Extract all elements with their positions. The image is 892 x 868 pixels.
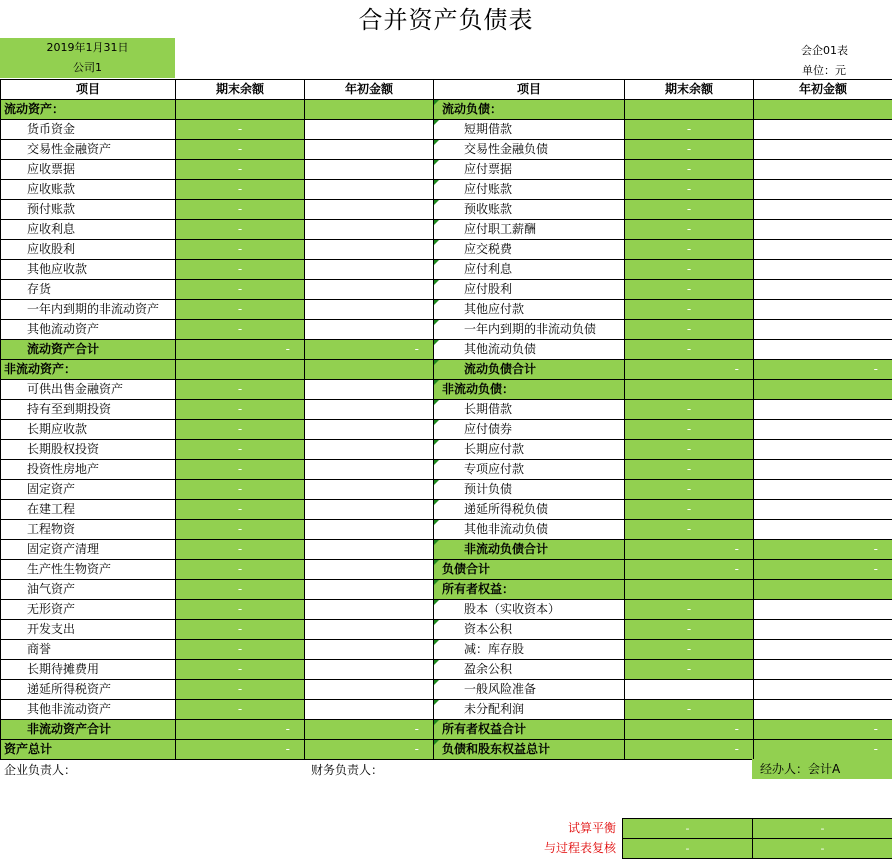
right-item-label[interactable]: 一般风险准备 xyxy=(434,680,625,700)
left-begin-balance-cell[interactable]: - xyxy=(305,340,434,360)
left-begin-balance-cell[interactable] xyxy=(305,260,434,280)
right-end-balance-cell[interactable] xyxy=(625,100,754,120)
left-item-label[interactable]: 可供出售金融资产 xyxy=(1,380,176,400)
right-end-balance-cell[interactable]: - xyxy=(625,520,754,540)
left-begin-balance-cell[interactable] xyxy=(305,700,434,720)
right-item-label[interactable]: 股本（实收资本） xyxy=(434,600,625,620)
right-item-label[interactable]: 所有者权益： xyxy=(434,580,625,600)
right-end-balance-cell[interactable]: - xyxy=(625,540,754,560)
right-begin-balance-cell[interactable] xyxy=(754,380,892,400)
right-item-label[interactable]: 负债和股东权益总计 xyxy=(434,740,625,760)
right-end-balance-cell[interactable]: - xyxy=(625,640,754,660)
right-end-balance-cell[interactable]: - xyxy=(625,560,754,580)
table-row xyxy=(1,540,892,560)
right-begin-balance-cell[interactable] xyxy=(754,340,892,360)
left-end-balance-cell[interactable]: - xyxy=(176,200,305,220)
header-end-balance-left: 期末余额 xyxy=(176,80,305,100)
right-end-balance-cell[interactable] xyxy=(625,580,754,600)
right-end-balance-cell[interactable]: - xyxy=(625,140,754,160)
right-begin-balance-cell[interactable] xyxy=(754,680,892,700)
left-begin-balance-cell[interactable] xyxy=(305,600,434,620)
left-begin-balance-cell[interactable] xyxy=(305,640,434,660)
table-row xyxy=(1,340,892,360)
table-row xyxy=(1,560,892,580)
left-begin-balance-cell[interactable] xyxy=(305,300,434,320)
right-end-balance-cell[interactable]: - xyxy=(625,220,754,240)
right-begin-balance-cell[interactable] xyxy=(754,180,892,200)
form-code: 会企01表 xyxy=(801,44,848,57)
balance-sheet-table xyxy=(0,79,892,760)
left-end-balance-cell[interactable]: - xyxy=(176,160,305,180)
right-item-label[interactable]: 应付利息 xyxy=(434,260,625,280)
left-item-label[interactable]: 生产性生物资产 xyxy=(1,560,176,580)
company-name: 公司1 xyxy=(73,61,102,74)
table-row xyxy=(1,420,892,440)
left-begin-balance-cell[interactable] xyxy=(305,240,434,260)
left-begin-balance-cell[interactable]: - xyxy=(305,720,434,740)
right-begin-balance-cell[interactable] xyxy=(754,100,892,120)
left-item-label[interactable]: 应收账款 xyxy=(1,180,176,200)
right-end-balance-cell[interactable]: - xyxy=(625,360,754,380)
right-item-label[interactable]: 应付职工薪酬 xyxy=(434,220,625,240)
table-row xyxy=(1,260,892,280)
table-row xyxy=(1,660,892,680)
table-row xyxy=(1,520,892,540)
left-begin-balance-cell[interactable] xyxy=(305,420,434,440)
right-end-balance-cell[interactable]: - xyxy=(625,740,754,760)
right-begin-balance-cell[interactable]: - xyxy=(754,560,892,580)
right-end-balance-cell[interactable]: - xyxy=(625,420,754,440)
right-begin-balance-cell[interactable] xyxy=(754,460,892,480)
left-end-balance-cell[interactable]: - xyxy=(176,440,305,460)
currency-unit: 单位：元 xyxy=(802,64,846,77)
left-item-label[interactable]: 资产总计 xyxy=(1,740,176,760)
left-begin-balance-cell[interactable] xyxy=(305,200,434,220)
left-end-balance-cell[interactable]: - xyxy=(176,320,305,340)
left-begin-balance-cell[interactable]: - xyxy=(305,740,434,760)
table-row xyxy=(1,120,892,140)
table-row xyxy=(1,700,892,720)
table-row xyxy=(1,280,892,300)
left-begin-balance-cell[interactable] xyxy=(305,400,434,420)
left-begin-balance-cell[interactable] xyxy=(305,280,434,300)
left-begin-balance-cell[interactable] xyxy=(305,380,434,400)
left-item-label[interactable]: 固定资产 xyxy=(1,480,176,500)
trial-balance-end-cell[interactable]: - xyxy=(623,819,753,839)
right-end-balance-cell[interactable]: - xyxy=(625,600,754,620)
table-row xyxy=(1,740,892,760)
right-item-label[interactable]: 减：库存股 xyxy=(434,640,625,660)
left-end-balance-cell[interactable]: - xyxy=(176,540,305,560)
left-item-label[interactable]: 非流动资产合计 xyxy=(1,720,176,740)
table-row xyxy=(1,640,892,660)
right-end-balance-cell[interactable]: - xyxy=(625,340,754,360)
right-begin-balance-cell[interactable] xyxy=(754,260,892,280)
left-item-label[interactable]: 商誉 xyxy=(1,640,176,660)
left-item-label[interactable]: 长期股权投资 xyxy=(1,440,176,460)
process-review-begin-cell[interactable]: - xyxy=(753,839,892,859)
right-end-balance-cell[interactable]: - xyxy=(625,180,754,200)
left-item-label[interactable]: 在建工程 xyxy=(1,500,176,520)
left-begin-balance-cell[interactable] xyxy=(305,100,434,120)
right-item-label[interactable]: 非流动负债： xyxy=(434,380,625,400)
header-item-left: 项目 xyxy=(1,80,176,100)
left-end-balance-cell[interactable]: - xyxy=(176,460,305,480)
left-end-balance-cell[interactable]: - xyxy=(176,700,305,720)
right-item-label[interactable]: 预计负债 xyxy=(434,480,625,500)
table-row xyxy=(1,460,892,480)
right-end-balance-cell[interactable]: - xyxy=(625,620,754,640)
right-begin-balance-cell[interactable]: - xyxy=(754,720,892,740)
right-item-label[interactable]: 流动负债： xyxy=(434,100,625,120)
left-item-label[interactable]: 交易性金融资产 xyxy=(1,140,176,160)
left-item-label[interactable]: 持有至到期投资 xyxy=(1,400,176,420)
table-row xyxy=(1,500,892,520)
left-end-balance-cell[interactable]: - xyxy=(176,240,305,260)
table-row xyxy=(1,220,892,240)
right-item-label[interactable]: 一年内到期的非流动负债 xyxy=(434,320,625,340)
left-item-label[interactable]: 油气资产 xyxy=(1,580,176,600)
left-begin-balance-cell[interactable] xyxy=(305,220,434,240)
left-begin-balance-cell[interactable] xyxy=(305,180,434,200)
left-end-balance-cell[interactable]: - xyxy=(176,620,305,640)
left-end-balance-cell[interactable]: - xyxy=(176,400,305,420)
right-item-label[interactable]: 交易性金融负债 xyxy=(434,140,625,160)
right-end-balance-cell[interactable]: - xyxy=(625,400,754,420)
left-item-label[interactable]: 投资性房地产 xyxy=(1,460,176,480)
left-item-label[interactable]: 货币资金 xyxy=(1,120,176,140)
right-end-balance-cell[interactable] xyxy=(625,380,754,400)
left-end-balance-cell[interactable]: - xyxy=(176,640,305,660)
table-row xyxy=(1,160,892,180)
right-begin-balance-cell[interactable]: - xyxy=(754,540,892,560)
left-end-balance-cell[interactable]: - xyxy=(176,260,305,280)
left-item-label[interactable]: 一年内到期的非流动资产 xyxy=(1,300,176,320)
left-end-balance-cell[interactable]: - xyxy=(176,340,305,360)
left-item-label[interactable]: 流动资产： xyxy=(1,100,176,120)
left-end-balance-cell[interactable]: - xyxy=(176,220,305,240)
right-item-label[interactable]: 流动负债合计 xyxy=(434,360,625,380)
right-begin-balance-cell[interactable] xyxy=(754,500,892,520)
table-row xyxy=(1,680,892,700)
left-begin-balance-cell[interactable] xyxy=(305,620,434,640)
right-item-label[interactable]: 长期借款 xyxy=(434,400,625,420)
left-begin-balance-cell[interactable] xyxy=(305,540,434,560)
left-item-label[interactable]: 长期应收款 xyxy=(1,420,176,440)
table-row xyxy=(1,580,892,600)
left-item-label[interactable]: 工程物资 xyxy=(1,520,176,540)
table-row xyxy=(1,320,892,340)
trial-balance-row xyxy=(623,819,892,839)
left-item-label[interactable]: 应收股利 xyxy=(1,240,176,260)
right-end-balance-cell[interactable]: - xyxy=(625,320,754,340)
header-begin-balance-right: 年初金额 xyxy=(754,80,892,100)
left-end-balance-cell[interactable]: - xyxy=(176,740,305,760)
left-item-label[interactable]: 长期待摊费用 xyxy=(1,660,176,680)
right-item-label[interactable]: 递延所得税负债 xyxy=(434,500,625,520)
enterprise-head-label: 企业负责人： xyxy=(4,763,77,777)
left-item-label[interactable]: 存货 xyxy=(1,280,176,300)
left-end-balance-cell[interactable]: - xyxy=(176,660,305,680)
left-begin-balance-cell[interactable] xyxy=(305,320,434,340)
table-row xyxy=(1,200,892,220)
left-end-balance-cell[interactable]: - xyxy=(176,420,305,440)
left-item-label[interactable]: 应收票据 xyxy=(1,160,176,180)
right-item-label[interactable]: 长期应付款 xyxy=(434,440,625,460)
left-end-balance-cell[interactable]: - xyxy=(176,380,305,400)
left-item-label[interactable]: 应收利息 xyxy=(1,220,176,240)
left-begin-balance-cell[interactable] xyxy=(305,160,434,180)
right-begin-balance-cell[interactable] xyxy=(754,600,892,620)
right-begin-balance-cell[interactable] xyxy=(754,140,892,160)
table-row xyxy=(1,480,892,500)
left-end-balance-cell[interactable]: - xyxy=(176,140,305,160)
left-begin-balance-cell[interactable] xyxy=(305,660,434,680)
right-item-label[interactable]: 盈余公积 xyxy=(434,660,625,680)
right-item-label[interactable]: 未分配利润 xyxy=(434,700,625,720)
left-end-balance-cell[interactable]: - xyxy=(176,600,305,620)
report-title: 合并资产负债表 xyxy=(358,6,534,34)
right-end-balance-cell[interactable]: - xyxy=(625,720,754,740)
report-date: 2019年1月31日 xyxy=(46,41,129,54)
right-end-balance-cell[interactable] xyxy=(625,680,754,700)
table-row xyxy=(1,440,892,460)
left-begin-balance-cell[interactable] xyxy=(305,680,434,700)
right-begin-balance-cell[interactable] xyxy=(754,400,892,420)
right-item-label[interactable]: 资本公积 xyxy=(434,620,625,640)
right-item-label[interactable]: 专项应付款 xyxy=(434,460,625,480)
left-item-label[interactable]: 其他非流动资产 xyxy=(1,700,176,720)
left-end-balance-cell[interactable]: - xyxy=(176,280,305,300)
left-end-balance-cell[interactable]: - xyxy=(176,580,305,600)
right-begin-balance-cell[interactable]: - xyxy=(754,740,892,760)
table-row xyxy=(1,720,892,740)
left-end-balance-cell[interactable]: - xyxy=(176,680,305,700)
left-begin-balance-cell[interactable] xyxy=(305,480,434,500)
right-item-label[interactable]: 应付账款 xyxy=(434,180,625,200)
header-end-balance-right: 期末余额 xyxy=(625,80,754,100)
left-end-balance-cell[interactable]: - xyxy=(176,300,305,320)
right-end-balance-cell[interactable]: - xyxy=(625,700,754,720)
table-row xyxy=(1,180,892,200)
right-item-label[interactable]: 其他流动负债 xyxy=(434,340,625,360)
finance-head-label: 财务负责人： xyxy=(311,763,384,777)
right-begin-balance-cell[interactable] xyxy=(754,120,892,140)
right-item-label[interactable]: 所有者权益合计 xyxy=(434,720,625,740)
left-begin-balance-cell[interactable] xyxy=(305,580,434,600)
right-begin-balance-cell[interactable]: - xyxy=(754,360,892,380)
right-begin-balance-cell[interactable] xyxy=(754,320,892,340)
left-end-balance-cell[interactable] xyxy=(176,100,305,120)
right-begin-balance-cell[interactable] xyxy=(754,620,892,640)
left-begin-balance-cell[interactable] xyxy=(305,120,434,140)
right-end-balance-cell[interactable]: - xyxy=(625,660,754,680)
left-begin-balance-cell[interactable] xyxy=(305,520,434,540)
right-end-balance-cell[interactable]: - xyxy=(625,440,754,460)
right-item-label[interactable]: 应付票据 xyxy=(434,160,625,180)
table-row xyxy=(1,360,892,380)
right-begin-balance-cell[interactable] xyxy=(754,440,892,460)
left-item-label[interactable]: 其他应收款 xyxy=(1,260,176,280)
header-item-right: 项目 xyxy=(434,80,625,100)
table-row xyxy=(1,380,892,400)
right-item-label[interactable]: 其他应付款 xyxy=(434,300,625,320)
right-item-label[interactable]: 非流动负债合计 xyxy=(434,540,625,560)
right-begin-balance-cell[interactable] xyxy=(754,520,892,540)
right-end-balance-cell[interactable]: - xyxy=(625,120,754,140)
right-begin-balance-cell[interactable] xyxy=(754,200,892,220)
header-begin-balance-left: 年初金额 xyxy=(305,80,434,100)
process-review-end-cell[interactable]: - xyxy=(623,839,753,859)
left-item-label[interactable]: 其他流动资产 xyxy=(1,320,176,340)
table-row xyxy=(1,300,892,320)
handler-cell[interactable]: 经办人：会计A xyxy=(752,759,892,779)
right-begin-balance-cell[interactable] xyxy=(754,660,892,680)
right-item-label[interactable]: 短期借款 xyxy=(434,120,625,140)
right-begin-balance-cell[interactable] xyxy=(754,280,892,300)
right-begin-balance-cell[interactable] xyxy=(754,480,892,500)
right-end-balance-cell[interactable]: - xyxy=(625,200,754,220)
table-row xyxy=(1,100,892,120)
left-end-balance-cell[interactable]: - xyxy=(176,720,305,740)
table-header-row xyxy=(1,80,892,100)
right-begin-balance-cell[interactable] xyxy=(754,640,892,660)
right-begin-balance-cell[interactable] xyxy=(754,160,892,180)
report-info-cell[interactable] xyxy=(0,38,175,78)
right-item-label[interactable]: 其他非流动负债 xyxy=(434,520,625,540)
left-end-balance-cell[interactable]: - xyxy=(176,500,305,520)
right-end-balance-cell[interactable]: - xyxy=(625,500,754,520)
right-begin-balance-cell[interactable] xyxy=(754,240,892,260)
left-end-balance-cell[interactable]: - xyxy=(176,560,305,580)
right-begin-balance-cell[interactable] xyxy=(754,300,892,320)
left-end-balance-cell[interactable]: - xyxy=(176,520,305,540)
left-begin-balance-cell[interactable] xyxy=(305,360,434,380)
table-row xyxy=(1,600,892,620)
right-item-label[interactable]: 预收账款 xyxy=(434,200,625,220)
table-row xyxy=(1,620,892,640)
right-item-label[interactable]: 负债合计 xyxy=(434,560,625,580)
trial-balance-label: 试算平衡 xyxy=(567,821,616,835)
left-item-label[interactable]: 预付账款 xyxy=(1,200,176,220)
right-end-balance-cell[interactable]: - xyxy=(625,280,754,300)
process-review-row xyxy=(623,839,892,859)
table-row xyxy=(1,140,892,160)
right-begin-balance-cell[interactable] xyxy=(754,700,892,720)
left-end-balance-cell[interactable]: - xyxy=(176,480,305,500)
left-item-label[interactable]: 非流动资产： xyxy=(1,360,176,380)
right-item-label[interactable]: 应付股利 xyxy=(434,280,625,300)
process-review-label: 与过程表复核 xyxy=(543,841,616,855)
left-end-balance-cell[interactable] xyxy=(176,360,305,380)
left-begin-balance-cell[interactable] xyxy=(305,440,434,460)
right-end-balance-cell[interactable]: - xyxy=(625,300,754,320)
right-end-balance-cell[interactable]: - xyxy=(625,260,754,280)
left-item-label[interactable]: 固定资产清理 xyxy=(1,540,176,560)
left-item-label[interactable]: 开发支出 xyxy=(1,620,176,640)
right-end-balance-cell[interactable]: - xyxy=(625,240,754,260)
right-item-label[interactable]: 应付债券 xyxy=(434,420,625,440)
right-item-label[interactable]: 应交税费 xyxy=(434,240,625,260)
right-begin-balance-cell[interactable] xyxy=(754,580,892,600)
left-begin-balance-cell[interactable] xyxy=(305,560,434,580)
right-begin-balance-cell[interactable] xyxy=(754,220,892,240)
left-begin-balance-cell[interactable] xyxy=(305,460,434,480)
right-begin-balance-cell[interactable] xyxy=(754,420,892,440)
left-end-balance-cell[interactable]: - xyxy=(176,120,305,140)
left-begin-balance-cell[interactable] xyxy=(305,140,434,160)
left-end-balance-cell[interactable]: - xyxy=(176,180,305,200)
left-item-label[interactable]: 无形资产 xyxy=(1,600,176,620)
left-begin-balance-cell[interactable] xyxy=(305,500,434,520)
right-end-balance-cell[interactable]: - xyxy=(625,480,754,500)
left-item-label[interactable]: 流动资产合计 xyxy=(1,340,176,360)
table-row xyxy=(1,240,892,260)
table-row xyxy=(1,400,892,420)
left-item-label[interactable]: 递延所得税资产 xyxy=(1,680,176,700)
right-end-balance-cell[interactable]: - xyxy=(625,160,754,180)
trial-balance-begin-cell[interactable]: - xyxy=(753,819,892,839)
right-end-balance-cell[interactable]: - xyxy=(625,460,754,480)
check-table xyxy=(622,818,892,859)
